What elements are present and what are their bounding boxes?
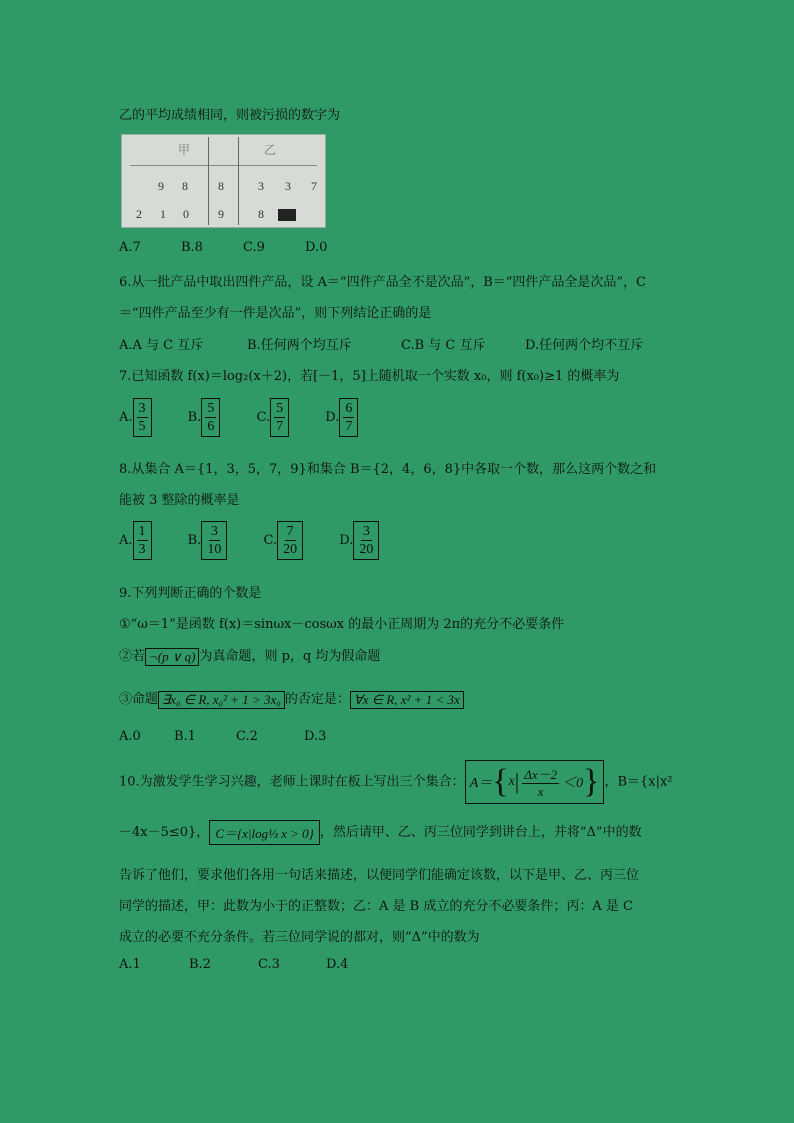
option-a: A.A 与 C 互斥: [119, 338, 204, 353]
leaf: 9: [158, 179, 164, 193]
fraction: $\frac{7}{20}$: [277, 521, 303, 560]
q10-line2: －4x－5≤0}， C＝{x|log⅓ x > 0} ，然后请甲、乙、丙三位同学到讲台上，并将“Δ”中的数: [119, 820, 642, 845]
q7-options: [119, 398, 390, 437]
fraction: $\frac{3}{5}$: [133, 398, 152, 437]
fraction: $\frac{6}{7}$: [339, 398, 358, 437]
q8-options: [119, 521, 411, 560]
leaf: 2: [136, 207, 142, 221]
leaf: 8: [258, 207, 264, 221]
stem: 9: [218, 207, 224, 221]
stem-leaf-divider-h: [130, 165, 317, 166]
option-b: B. $\frac{5}{6}$: [188, 398, 221, 437]
option-b: B. $\frac{3}{10}$: [188, 521, 228, 560]
q9-options: [119, 729, 326, 744]
option-d: D. $\frac{6}{7}$: [325, 398, 358, 437]
leaf: 3: [258, 179, 264, 193]
fraction: $\frac{3}{20}$: [353, 521, 379, 560]
option-b: B.1: [174, 729, 196, 744]
stem-leaf-photo: [121, 134, 326, 228]
option-c: C.9: [243, 240, 265, 255]
option-a: A.0: [119, 729, 141, 744]
fraction: $\frac{1}{3}$: [133, 521, 152, 560]
option-c: C.3: [258, 957, 280, 972]
fraction: Δx－2 x: [522, 764, 559, 800]
fraction: $\frac{3}{10}$: [201, 521, 227, 560]
leaf: 0: [183, 207, 189, 221]
q9-item1: ①“ω＝1”是函数 f(x)＝sinωx－cosωx 的最小正周期为 2π的充分不必要条件: [119, 617, 565, 632]
smudged-digit: [278, 209, 296, 221]
set-c-box: C＝{x|log⅓ x > 0}: [209, 820, 320, 845]
q10-options: [119, 957, 348, 972]
option-d: D.任何两个均不互斥: [525, 338, 644, 353]
q5-options: [119, 240, 327, 255]
option-c: C.2: [236, 729, 258, 744]
option-d: D.3: [304, 729, 327, 744]
q9-line: 9.下列判断正确的个数是: [119, 586, 262, 601]
q6-line2: ＝“四件产品至少有一件是次品”，则下列结论正确的是: [119, 306, 432, 321]
formula-box: ∃x₀ ∈ R, x₀² + 1 > 3x₀: [158, 691, 285, 709]
bar: |: [514, 769, 520, 794]
formula-box: ¬(p ∨ q): [145, 648, 199, 666]
leaf: 1: [160, 207, 166, 221]
q10-line4: 同学的描述，甲：此数为小于的正整数；乙：A 是 B 成立的充分不必要条件；丙：A 是 C: [119, 899, 633, 914]
option-c: C. $\frac{5}{7}$: [257, 398, 290, 437]
option-d: D.0: [305, 240, 328, 255]
leaf: 3: [285, 179, 291, 193]
stem-leaf-divider-v2: [238, 137, 239, 225]
stem-leaf-header-left: 甲: [178, 143, 191, 157]
fraction: $\frac{5}{7}$: [270, 398, 289, 437]
set-a-box: A＝ { x | Δx－2 x ＜0 }: [465, 760, 605, 804]
option-c: C. $\frac{7}{20}$: [264, 521, 304, 560]
stem-leaf-header-right: 乙: [264, 143, 277, 157]
q9-item3: ③命题 ∃x₀ ∈ R, x₀² + 1 > 3x₀ 的否定是： ∀x ∈ R, x² + 1 < 3x: [119, 688, 464, 709]
option-c: C.B 与 C 互斥: [401, 338, 486, 353]
option-a: A. $\frac{1}{3}$: [119, 521, 152, 560]
option-a: A. $\frac{3}{5}$: [119, 398, 152, 437]
option-b: B.任何两个均互斥: [247, 338, 352, 353]
formula-box: ∀x ∈ R, x² + 1 < 3x: [350, 691, 464, 709]
intro-line: 乙的平均成绩相同，则被污损的数字为: [119, 108, 341, 123]
q6-options: [119, 334, 643, 353]
q10-line1: 10.为激发学生学习兴趣，老师上课时在板上写出三个集合： A＝ { x | Δx－2 x ＜0 } ，B＝{x|x²: [119, 760, 673, 804]
q10-line3: 告诉了他们，要求他们各用一句话来描述，以便同学们能确定该数，以下是甲、乙、丙三位: [119, 868, 640, 883]
option-b: B.2: [189, 957, 211, 972]
q6-line1: 6.从一批产品中取出四件产品，设 A＝“四件产品全不是次品”，B＝“四件产品全是次品”，C: [119, 275, 647, 290]
q8-line2: 能被 3 整除的概率是: [119, 493, 240, 508]
stem-leaf-divider-v1: [208, 137, 209, 225]
right-brace: }: [583, 763, 600, 800]
leaf: 8: [182, 179, 188, 193]
stem: 8: [218, 179, 224, 193]
q10-line5: 成立的必要不充分条件。若三位同学说的都对，则“Δ”中的数为: [119, 930, 480, 945]
option-d: D.4: [326, 957, 349, 972]
q7-line: 7.已知函数 f(x)＝log₂(x＋2)，若[－1，5]上随机取一个实数 x₀，则 f(x₀)≥1 的概率为: [119, 369, 620, 384]
q9-item2: ②若 ¬(p ∨ q) 为真命题，则 p，q 均为假命题: [119, 648, 381, 664]
option-a: A.7: [119, 240, 141, 255]
fraction: $\frac{5}{6}$: [201, 398, 220, 437]
leaf: 7: [311, 179, 317, 193]
option-d: D. $\frac{3}{20}$: [339, 521, 379, 560]
option-b: B.8: [181, 240, 203, 255]
left-brace: {: [492, 763, 509, 800]
q8-line1: 8.从集合 A＝{1，3，5，7，9}和集合 B＝{2，4，6，8}中各取一个数，那么这两个数之和: [119, 462, 657, 477]
option-a: A.1: [119, 957, 141, 972]
